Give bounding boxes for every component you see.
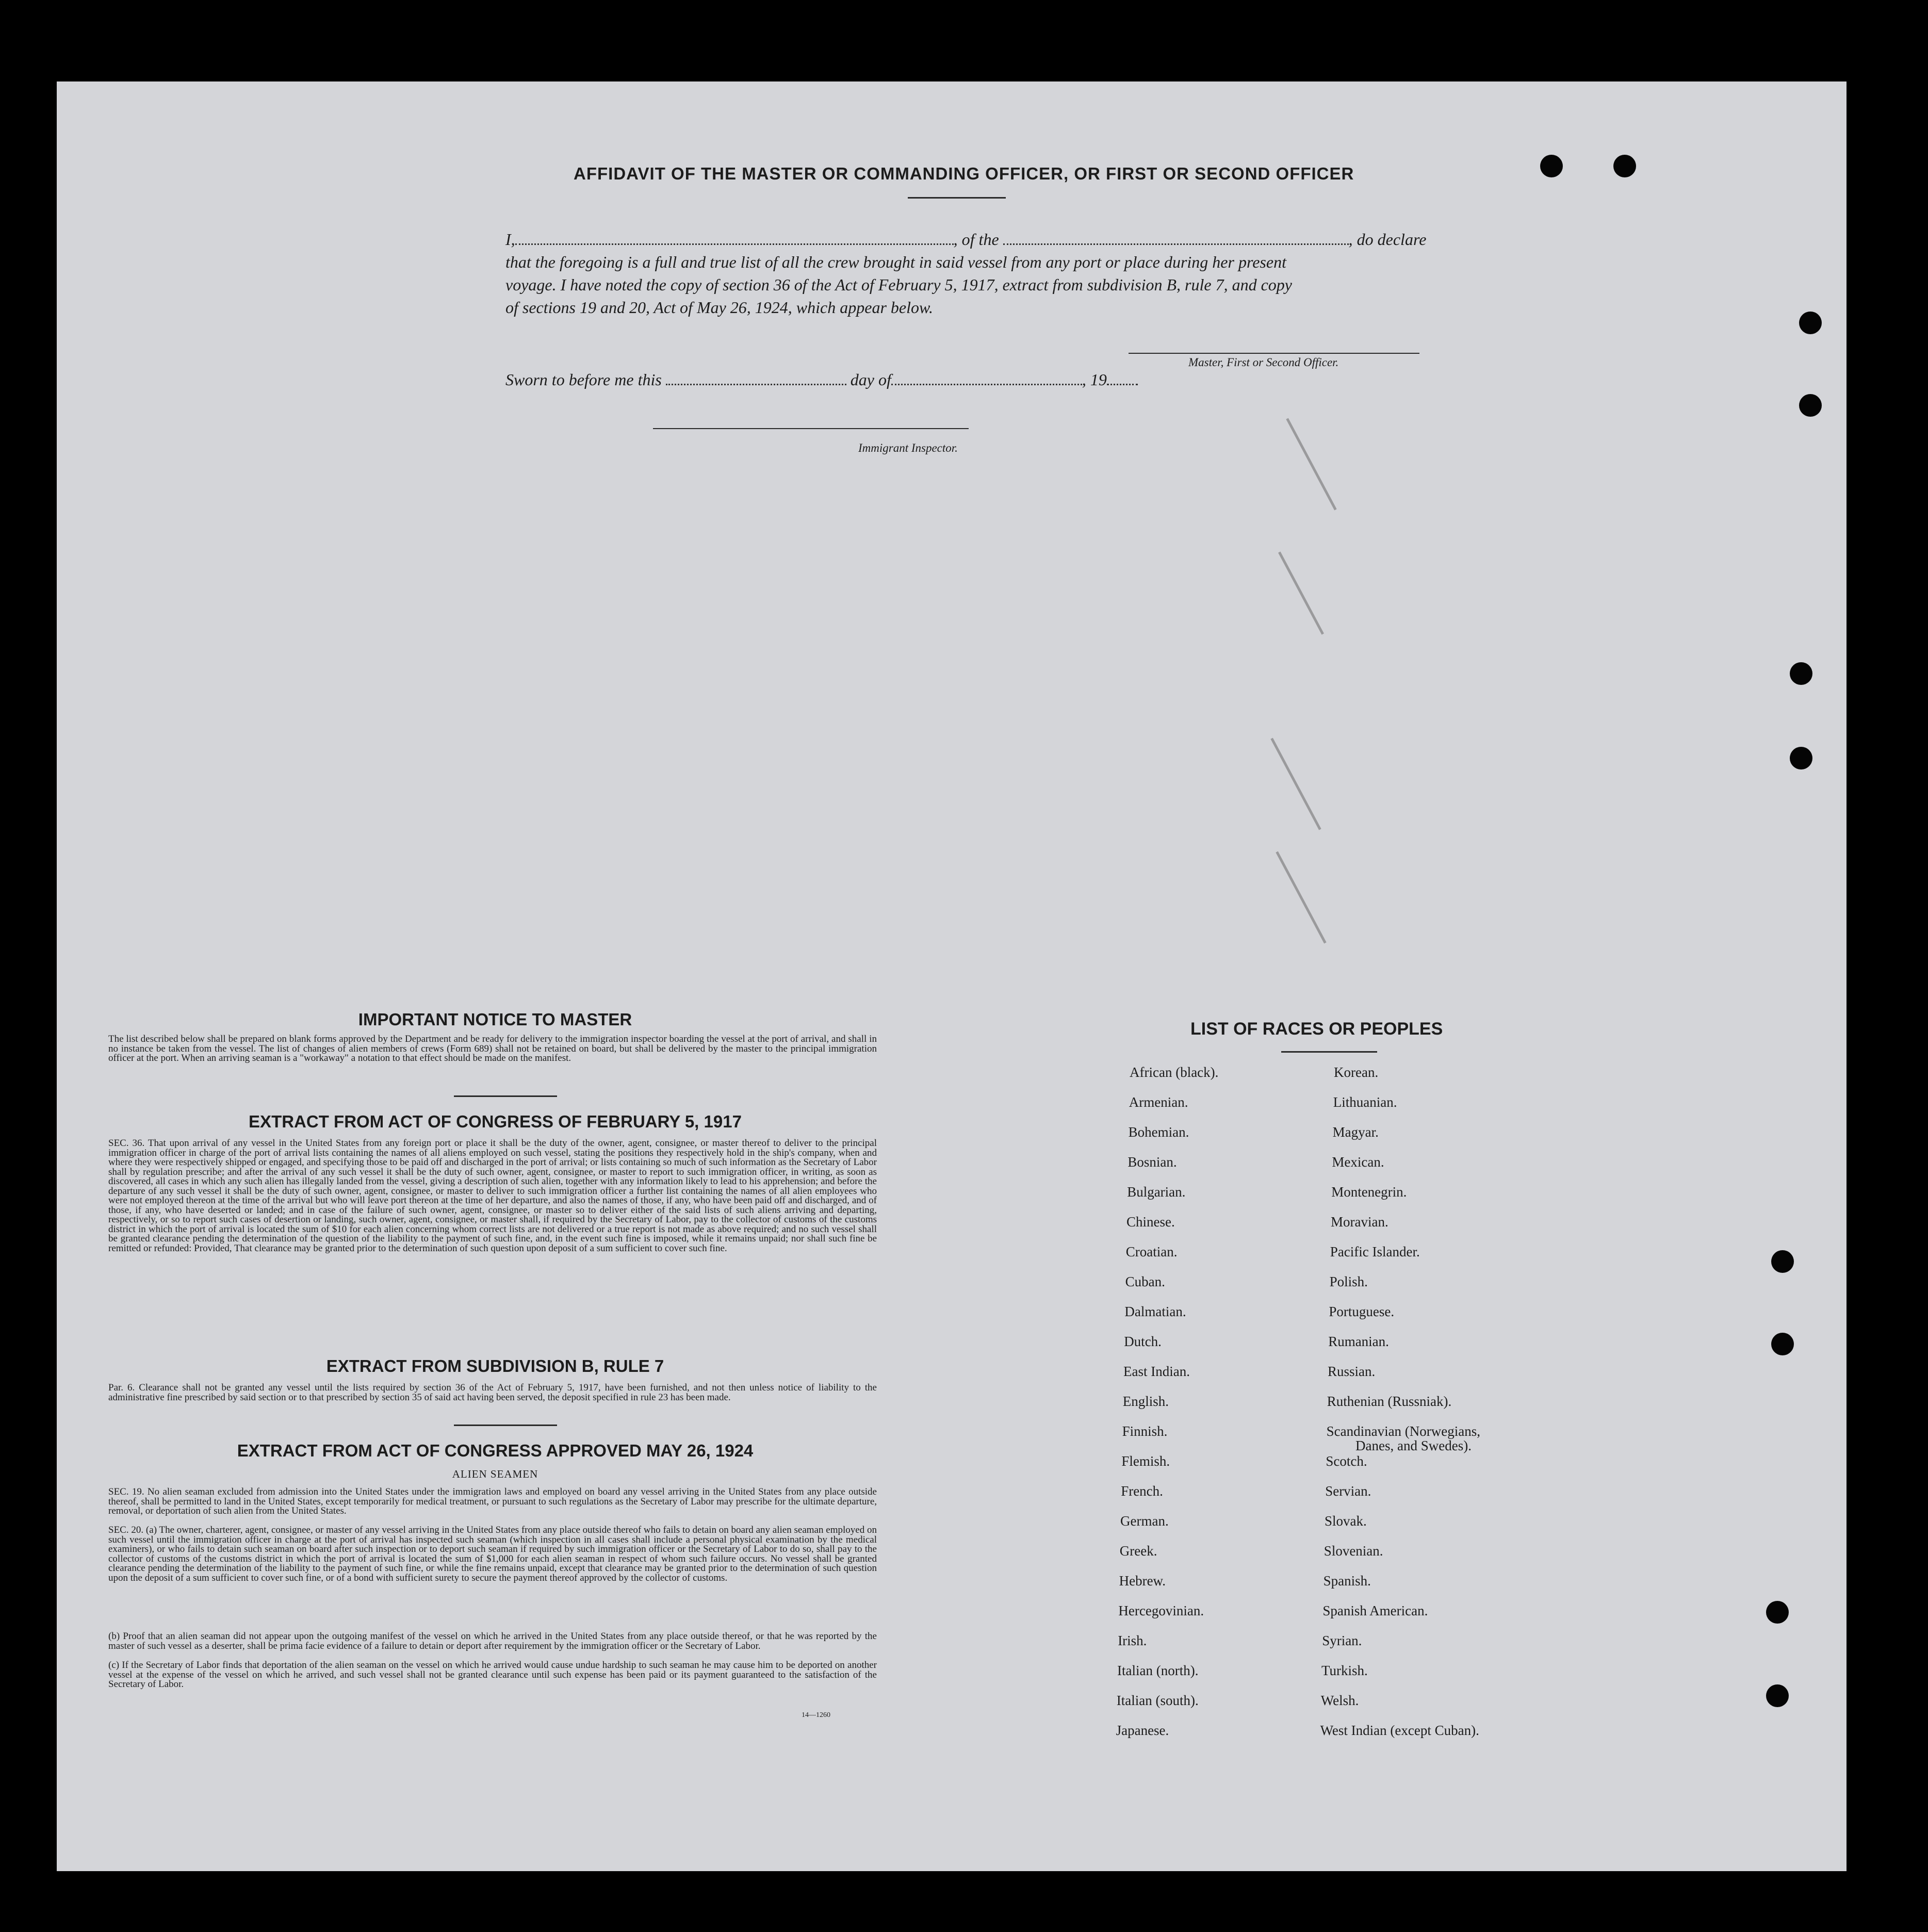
race-item: Servian.: [1325, 1483, 1371, 1499]
month-blank[interactable]: [891, 384, 1082, 385]
race-item: English.: [1122, 1394, 1169, 1409]
race-item: Bosnian.: [1128, 1154, 1177, 1170]
race-item: Bohemian.: [1128, 1124, 1189, 1140]
race-item: Scandinavian (Norwegians,: [1326, 1423, 1481, 1439]
punch-hole: [1799, 312, 1822, 334]
divider: [454, 1425, 557, 1426]
name-blank[interactable]: [515, 243, 954, 245]
year-blank[interactable]: [1107, 384, 1138, 385]
vessel-blank[interactable]: [1003, 243, 1349, 245]
sec19-text: SEC. 19. No alien seaman excluded from admission into the United States under the immigration laws and employed on board any vessel arriving in the United States from any place outside thereof, shall be permitted to land in the United States, except temporarily for medical treatment, or pursuant to such regulations as the Secretary of Labor may prescribe for the ultimate departure, removal, or deportation of such alien from the United States.: [108, 1486, 877, 1516]
race-item: Mexican.: [1332, 1154, 1384, 1170]
race-item: Hercegovinian.: [1118, 1603, 1204, 1618]
races-underline: [1281, 1051, 1377, 1053]
affidavit-declaration: [505, 228, 1460, 319]
races-title: LIST OF RACES OR PEOPLES: [1190, 1019, 1443, 1039]
declaration-line-4: of sections 19 and 20, Act of May 26, 1924, which appear below.: [505, 298, 933, 317]
declaration-line-3: voyage. I have noted the copy of section 36 of the Act of February 5, 1917, extract from subdivision B, rule 7, and copy: [505, 275, 1292, 294]
sec20c-text: (c) If the Secretary of Labor finds that deportation of the alien seaman on the vessel on which he arrived would cause undue hardship to such seaman he may cause him to be deported on another vessel at the expense of the vessel on which he arrived, and such vessel shall not be granted clearance until such expense has been paid or its payment guaranteed to the satisfaction of the Secretary of Labor.: [108, 1660, 877, 1690]
race-item: Japanese.: [1116, 1723, 1169, 1738]
race-item: Chinese.: [1126, 1214, 1175, 1230]
punch-hole: [1766, 1684, 1789, 1707]
punch-hole: [1799, 394, 1822, 417]
race-item: Moravian.: [1331, 1214, 1388, 1230]
race-item: Flemish.: [1121, 1453, 1170, 1469]
sworn-line: Sworn to before me this day of , 19: [505, 370, 1138, 389]
punch-hole: [1613, 155, 1636, 177]
form-number: 14—1260: [802, 1711, 830, 1719]
race-item: Magyar.: [1332, 1124, 1379, 1140]
sec20b-text: (b) Proof that an alien seaman did not appear upon the outgoing manifest of the vessel on which he arrived in the United States from any place outside thereof, or that he was reported by the master of such vessel as a deserter, shall be prima facie evidence of a failure to detain or deport after requirement by the immigration officer or the Secretary of Labor.: [108, 1631, 877, 1651]
punch-hole: [1766, 1601, 1789, 1624]
race-item: French.: [1121, 1483, 1163, 1499]
extract-1917-title: EXTRACT FROM ACT OF CONGRESS OF FEBRUARY 5, 1917: [249, 1112, 742, 1131]
race-item: Welsh.: [1320, 1693, 1359, 1708]
race-item: East Indian.: [1123, 1364, 1190, 1379]
sec20a-text: SEC. 20. (a) The owner, charterer, agent, consignee, or master of any vessel arriving in the United States from any place outside thereof who fails to detain on board any alien seaman employed on such vessel until the immigration officer in charge at the port of arrival has inspected such seaman (which inspection in all cases shall include a personal physical examination by the medical examiners), or who fails to detain such seaman on board after such inspection or to deport such seaman if required by such immigration officer or the Secretary of Labor to do so, shall pay to the collector of customs of the customs district in which the port of arrival is located the sum of $1,000 for each alien seaman in respect of whom such failure occurs. No vessel shall be granted clearance pending the determination of the liability to the payment of such fine, or while the fine remains unpaid, except that clearance may be granted prior to the determination of such question upon the deposit of a sum sufficient to cover such fine, or of a bond with sufficient surety to secure the payment thereof approved by the collector of customs.: [108, 1525, 877, 1583]
race-item: Cuban.: [1125, 1274, 1165, 1289]
alien-seamen-subtitle: ALIEN SEAMEN: [452, 1468, 538, 1480]
race-item: Montenegrin.: [1331, 1184, 1407, 1200]
declaration-line-1: I, , of the , do declare: [505, 230, 1427, 249]
master-signature-line[interactable]: [1129, 353, 1419, 354]
race-item: Slovak.: [1325, 1513, 1367, 1529]
rule7-title: EXTRACT FROM SUBDIVISION B, RULE 7: [326, 1356, 664, 1376]
race-item: Portuguese.: [1329, 1304, 1395, 1319]
punch-hole: [1771, 1333, 1794, 1355]
title-underline: [908, 197, 1006, 199]
inspector-signature-line[interactable]: [653, 428, 969, 429]
race-item: West Indian (except Cuban).: [1320, 1723, 1479, 1738]
race-item: Rumanian.: [1328, 1334, 1389, 1349]
race-item: Armenian.: [1129, 1094, 1188, 1110]
day-blank[interactable]: [666, 384, 846, 385]
inspector-label: Immigrant Inspector.: [858, 441, 958, 454]
race-item-continuation: Danes, and Swedes).: [1355, 1438, 1472, 1453]
race-item: Greek.: [1119, 1543, 1157, 1559]
notice-title: IMPORTANT NOTICE TO MASTER: [358, 1010, 632, 1029]
master-signature-label: Master, First or Second Officer.: [1188, 356, 1339, 369]
race-item: Scotch.: [1326, 1453, 1367, 1469]
race-item: Croatian.: [1125, 1244, 1178, 1259]
race-item: Ruthenian (Russniak).: [1327, 1394, 1452, 1409]
race-item: Dutch.: [1124, 1334, 1162, 1349]
race-item: Irish.: [1118, 1633, 1147, 1648]
race-item: Russian.: [1328, 1364, 1376, 1379]
race-item: African (black).: [1130, 1065, 1219, 1080]
race-item: Spanish American.: [1322, 1603, 1428, 1618]
extract-1924-title: EXTRACT FROM ACT OF CONGRESS APPROVED MAY 26, 1924: [237, 1441, 754, 1460]
race-item: Italian (south).: [1116, 1693, 1199, 1708]
race-item: Polish.: [1329, 1274, 1368, 1289]
race-item: Bulgarian.: [1127, 1184, 1186, 1200]
race-item: German.: [1120, 1513, 1169, 1529]
extract-1917-text: SEC. 36. That upon arrival of any vessel in the United States from any foreign port or place it shall be the duty of the owner, agent, consignee, or master thereof to deliver to the principal immigration officer in charge of the port of arrival lists containing the names of all aliens employed on such vessel, stating the positions they respectively hold in the ship's company, when and where they were respectively shipped or engaged, and specifying those to be paid off and discharged in the port of arrival; or lists containing so much of such information as the Secretary of Labor shall by regulation prescribe; and after the arrival of any such vessel it shall be the duty of such owner, agent, consignee, or master to report to such immigration officer, in writing, as soon as discovered, all cases in which any such alien has illegally landed from the vessel, giving a description of such alien, together with any information likely to lead to his apprehension; and before the departure of any such vessel it shall be the duty of such owner, agent, consignee, or master to deliver to such immigration officer a further list containing the names of all alien employees who were not employed thereon at the time of the arrival but who will leave port thereon at the time of her departure, and also the names of those, if any, who have been paid off and discharged, and of those, if any, who have deserted or landed; and in case of the failure of such owner, agent, consignee, or master so to deliver either of the said lists of such aliens arriving and departing, respectively, or so to report such cases of desertion or landing, such owner, agent, consignee, or master shall, if required by the Secretary of Labor, pay to the collector of customs of the customs district in which the port of arrival is located the sum of $10 for each alien concerning whom correct lists are not delivered or a true report is not made as above required; and no such vessel shall be granted clearance pending the determination of the question of the liability to the payment of such fine, and, in the event such fine is imposed, while it remains unpaid; nor shall such fine be remitted or refunded: Provided, That clearance may be granted prior to the determination of such question upon deposit of a sum sufficient to cover such fine.: [108, 1138, 877, 1254]
race-item: Turkish.: [1321, 1663, 1368, 1678]
punch-hole: [1540, 155, 1563, 177]
race-item: Syrian.: [1322, 1633, 1362, 1648]
race-item: Italian (north).: [1117, 1663, 1199, 1678]
race-item: Lithuanian.: [1333, 1094, 1397, 1110]
race-item: Dalmatian.: [1124, 1304, 1186, 1319]
declaration-line-2: that the foregoing is a full and true list of all the crew brought in said vessel from any port or place during her present: [505, 253, 1286, 271]
notice-text: The list described below shall be prepared on blank forms approved by the Department and be ready for delivery to the immigration inspector boarding the vessel at the port of arrival, and shall in no instance be taken from the vessel. The list of changes of alien members of crews (Form 689) shall not be retained on board, but shall be delivered by the master to the principal immigration officer at the port. When an arriving seaman is a "workaway" a notation to that effect should be made on the manifest.: [108, 1034, 877, 1063]
rule7-text: Par. 6. Clearance shall not be granted any vessel until the lists required by section 36 of the Act of February 5, 1917, have been furnished, and not then unless notice of liability to the administrative fine prescribed by said section or to that prescribed by section 35 of said act having been served, the deposit specified in rule 23 has been made.: [108, 1382, 877, 1403]
document-page: [57, 81, 1847, 1871]
race-item: Spanish.: [1323, 1573, 1371, 1589]
divider: [454, 1095, 557, 1097]
race-item: Korean.: [1334, 1065, 1379, 1080]
race-item: Hebrew.: [1119, 1573, 1166, 1589]
affidavit-title: AFFIDAVIT OF THE MASTER OR COMMANDING OFFICER, OR FIRST OR SECOND OFFICER: [574, 164, 1354, 183]
race-item: Finnish.: [1122, 1423, 1168, 1439]
punch-hole: [1790, 747, 1812, 769]
punch-hole: [1771, 1250, 1794, 1273]
race-item: Pacific Islander.: [1330, 1244, 1420, 1259]
punch-hole: [1790, 662, 1812, 685]
race-item: Slovenian.: [1324, 1543, 1383, 1559]
